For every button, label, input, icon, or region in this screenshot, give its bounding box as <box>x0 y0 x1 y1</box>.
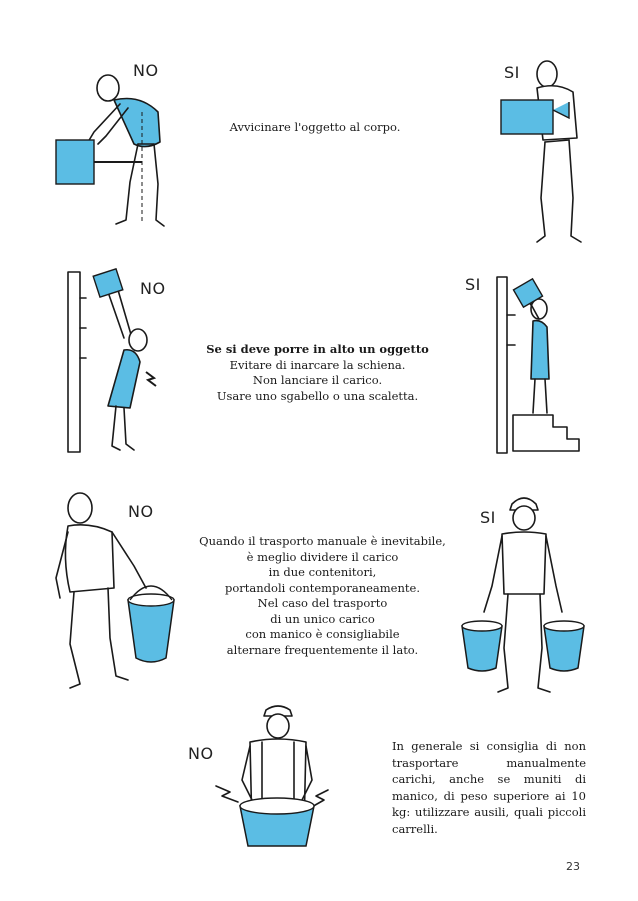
no-label-3: NO <box>128 502 154 521</box>
text-line: con manico è consigliabile <box>245 627 400 641</box>
instruction-text-1 <box>210 120 420 136</box>
text-line: Non lanciare il carico. <box>252 373 383 387</box>
si-label-1: SI <box>504 63 520 82</box>
text-line: portandoli contemporaneamente. <box>225 580 420 595</box>
text-line: alternare frequentemente il lato. <box>226 642 419 657</box>
text-line: Avvicinare l'oggetto al corpo. <box>229 120 401 134</box>
woman-throwing-box-shelf-illustration <box>62 268 162 458</box>
man-holding-box-close-illustration <box>497 58 592 248</box>
instruction-paragraph-4: In generale si consiglia di non trasportare manualmente carichi, anche se muniti di manico, di peso superiore ai 10 kg: utilizzare ausili, quali piccoli carrelli. <box>392 739 586 836</box>
text-line: Nel caso del trasporto <box>257 596 388 610</box>
no-label-4: NO <box>188 744 214 763</box>
text-line: in due contenitori, <box>268 565 377 579</box>
text-line: Evitare di inarcare la schiena. <box>229 357 406 372</box>
text-line: di un unico carico <box>270 611 375 626</box>
text-line: Usare uno sgabello o una scaletta. <box>216 388 419 403</box>
text-line: è meglio dividere il carico <box>246 549 399 564</box>
man-carrying-two-buckets-illustration <box>458 490 588 695</box>
si-label-3: SI <box>480 508 496 527</box>
girl-on-stool-placing-box-illustration <box>493 275 588 455</box>
man-carrying-one-bucket-illustration <box>50 488 190 693</box>
instruction-text-3 <box>190 534 455 658</box>
text-heading: Se si deve porre in alto un oggetto <box>206 342 429 356</box>
text-line: Quando il trasporto manuale è inevitabile, <box>199 534 446 548</box>
si-label-2: SI <box>465 275 481 294</box>
man-carrying-heavy-bucket-illustration <box>212 700 332 850</box>
no-label-2: NO <box>140 279 166 298</box>
page-number: 23 <box>566 860 580 873</box>
no-label-1: NO <box>133 61 159 80</box>
instruction-text-2 <box>195 342 440 404</box>
man-bending-box-far-illustration <box>50 72 180 237</box>
